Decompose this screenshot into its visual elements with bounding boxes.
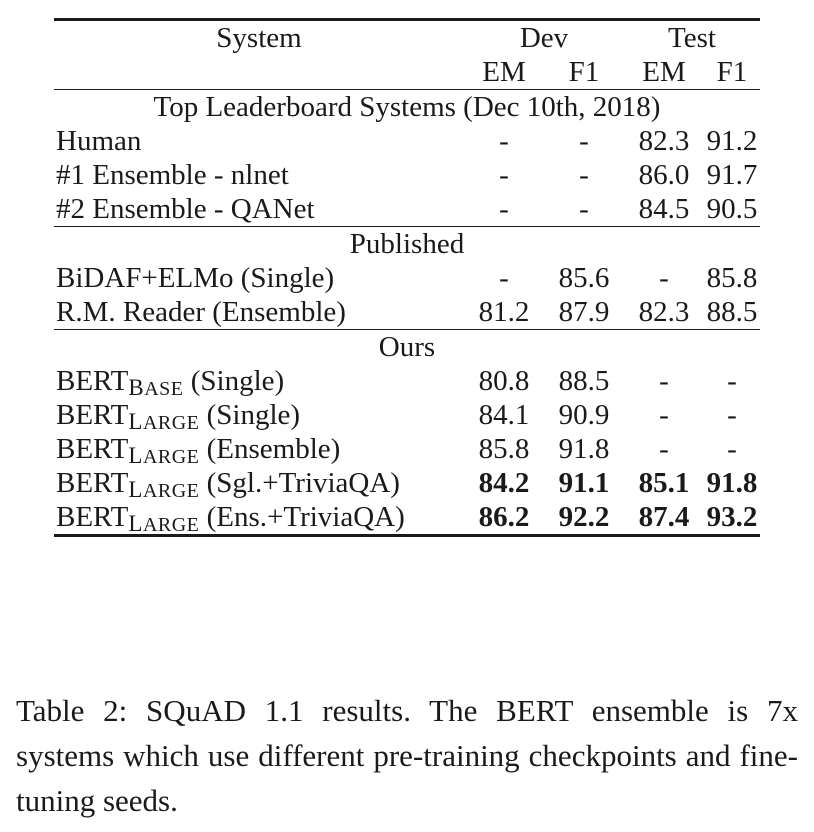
header-row-2 [54,55,760,90]
table-row [54,466,760,500]
dev-f1-cell: - [579,158,589,191]
results-table [54,18,760,537]
test-f1-cell: 91.7 [706,158,758,191]
dev-em-cell: 81.2 [478,295,530,328]
system-label [54,398,464,432]
model-name: BERT [56,500,129,533]
header-row-1 [54,20,760,56]
header-test-em: EM [642,55,686,88]
dev-f1-cell: - [579,192,589,225]
test-em-cell: 82.3 [638,295,690,328]
dev-em-cell: 85.8 [478,432,530,465]
model-variant: (Single) [199,398,301,431]
system-label: #2 Ensemble - QANet [56,192,315,225]
section-title-row [54,330,760,365]
header-system: System [54,20,464,56]
test-f1-cell: 93.2 [704,500,760,536]
model-variant: (Ensemble) [199,432,341,465]
test-f1-cell: - [727,364,737,397]
dev-f1-cell: 91.8 [558,432,610,465]
dev-em-cell: - [499,158,509,191]
table-row [54,500,760,536]
dev-em-cell: - [499,192,509,225]
test-f1-cell: - [727,398,737,431]
table-row [54,398,760,432]
section-title: Top Leaderboard Systems (Dec 10th, 2018) [54,90,760,125]
model-size: LARGE [128,442,200,468]
model-size: BASE [128,374,184,400]
system-label: Human [56,124,142,157]
test-em-cell: - [659,261,669,294]
model-size: LARGE [128,408,200,434]
header-test-f1: F1 [716,55,748,88]
dev-f1-cell: 88.5 [558,364,610,397]
section-title-row [54,90,760,125]
table-caption: Table 2: SQuAD 1.1 results. The BERT ensemble is 7x systems which use different pre-training checkpoints and fine-tuning seeds. [16,693,798,818]
test-f1-cell: 85.8 [706,261,758,294]
section-title-row [54,227,760,262]
dev-em-cell: - [499,261,509,294]
table-row [54,261,760,295]
section-title: Published [54,227,760,262]
test-f1-cell: 91.8 [706,466,758,499]
table-row [54,158,760,192]
table-row [54,124,760,158]
test-f1-cell: - [727,432,737,465]
test-em-cell: - [659,432,669,465]
system-label [54,466,464,500]
dev-f1-cell: 91.1 [558,466,610,499]
dev-f1-cell: - [579,124,589,157]
model-variant: (Single) [183,364,285,397]
model-variant: (Sgl.+TriviaQA) [199,466,400,499]
header-dev-f1: F1 [568,55,600,88]
table-row [54,192,760,227]
section-title: Ours [54,330,760,365]
dev-em-cell: 84.1 [478,398,530,431]
test-em-cell: 86.0 [638,158,690,191]
table-row [54,364,760,398]
dev-em-cell: 84.2 [478,466,530,499]
model-name: BERT [56,398,129,431]
system-label: BiDAF+ELMo (Single) [56,261,335,294]
model-name: BERT [56,466,129,499]
test-f1-cell: 91.2 [706,124,758,157]
system-label: R.M. Reader (Ensemble) [56,295,346,328]
test-f1-cell: 88.5 [706,295,758,328]
test-em-cell: 82.3 [638,124,690,157]
model-name: BERT [56,364,129,397]
system-label [54,432,464,466]
dev-f1-cell: 90.9 [558,398,610,431]
dev-f1-cell: 85.6 [558,261,610,294]
test-em-cell: - [659,364,669,397]
system-label [54,364,464,398]
header-dev-em: EM [482,55,526,88]
model-variant: (Ens.+TriviaQA) [199,500,405,533]
system-label [54,500,464,536]
dev-f1-cell: 87.9 [558,295,610,328]
model-name: BERT [56,432,129,465]
model-size: LARGE [128,510,200,536]
header-test: Test [624,20,760,56]
test-f1-cell: 90.5 [706,192,758,225]
test-em-cell: - [659,398,669,431]
system-label: #1 Ensemble - nlnet [56,158,289,191]
dev-em-cell: 80.8 [478,364,530,397]
dev-em-cell: - [499,124,509,157]
dev-f1-cell: 92.2 [544,500,624,536]
test-em-cell: 85.1 [638,466,690,499]
model-size: LARGE [128,476,200,502]
test-em-cell: 87.4 [624,500,704,536]
header-dev: Dev [464,20,624,56]
table-row [54,432,760,466]
test-em-cell: 84.5 [638,192,690,225]
table-row [54,295,760,330]
dev-em-cell: 86.2 [464,500,544,536]
